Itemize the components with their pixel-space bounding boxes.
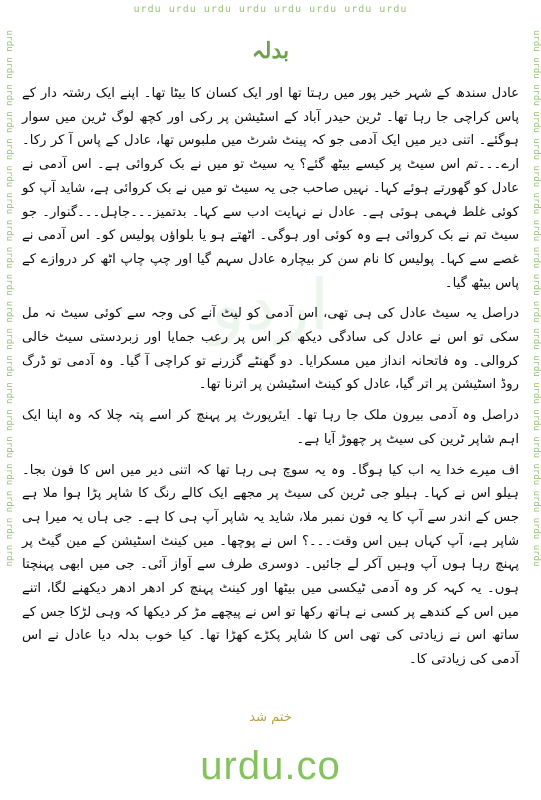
- story-paragraph: عادل سندھ کے شہر خیر پور میں رہتا تھا اور ایک کسان کا بیٹا تھا۔ اپنے ایک رشتہ دار کے پاس کراچی جا رہا تھا۔ ٹرین حیدر آباد کے اسٹیشن پر رکی اور کچھ لوگ ٹرین میں سوار ہوگئے۔ اتنی دیر میں ایک آدمی جو کہ پینٹ شرٹ میں ملبوس تھا، عادل کے پاس آ کر رکا۔ ارے۔۔۔تم اس سیٹ پر کیسے بیٹھ گئے؟ یہ سیٹ تو میں نے بک کروائی ہے۔ اس آدمی نے عادل کو گھورتے ہوئے کہا۔ نہیں صاحب جی یہ سیٹ تو میں نے بک کروائی ہے، شاید آپ کو کوئی غلط فہمی ہوئی ہے۔ عادل نے نہایت ادب سے کہا۔ بدتمیز۔۔۔جاہل۔۔۔گنوار۔ جو سیٹ تم نے بک کروائی ہے وہ کوئی اور ہوگی۔ اٹھتے ہو یا بلواؤں پولیس کو۔ اس آدمی نے غصے سے کہا۔ پولیس کا نام سن کر بیچارہ عادل سہم گیا اور چپ چاپ اٹھ کر دروازے کے پاس بیٹھ گیا۔: [22, 86, 519, 291]
- site-logo: urdu.co: [200, 744, 341, 788]
- story-paragraph: دراصل وہ آدمی بیرون ملک جا رہا تھا۔ ایئرپورٹ پر پہنچ کر اسے پتہ چلا کہ وہ اپنا ایک اہم شاپر ٹرین کی سیٹ پر چھوڑ آیا ہے۔: [22, 408, 519, 447]
- top-border-pattern: urdu urdu urdu urdu urdu urdu urdu urdu: [133, 4, 408, 15]
- end-note: ختم شد: [249, 710, 292, 725]
- left-border-pattern: urdu urdu urdu urdu urdu urdu urdu urdu urdu urdu urdu urdu urdu urdu urdu urdu urdu urdu urdu urdu: [4, 30, 14, 567]
- story-title: بدلہ: [251, 38, 290, 64]
- story-body: [22, 82, 519, 679]
- story-paragraph: دراصل یہ سیٹ عادل کی ہی تھی، اس آدمی کو لیٹ آنے کی وجہ سے کوئی سیٹ نہ مل سکی تو اس نے عادل کی سادگی دیکھ کر اس پر رعب جمایا اور زبردستی سیٹ خالی کروالی۔ وہ فاتحانہ انداز میں مسکرایا۔ دو گھنٹے گزرنے تو کراچی آ گیا۔ وہ آدمی تو ڈرگ روڈ اسٹیشن پر اتر گیا، عادل کو کینٹ اسٹیشن پر اترنا تھا۔: [22, 306, 519, 393]
- urdu-logo-watermark: اردو: [210, 264, 330, 346]
- right-border-pattern: urdu urdu urdu urdu urdu urdu urdu urdu urdu urdu urdu urdu urdu urdu urdu urdu urdu urdu urdu urdu: [531, 30, 541, 567]
- story-paragraph: اف میرے خدا یہ اب کیا ہوگا۔ وہ یہ سوچ ہی رہا تھا کہ اتنی دیر میں اس کا فون بجا۔ ہیلو اس نے کہا۔ ہیلو جی ٹرین کی سیٹ پر مجھے ایک کالے رنگ کا شاپر پڑا ہوا ملا ہے جس کے اندر سے آپ کا یہ فون نمبر ملا، شاید یہ شاپر آپ ہی کا ہے۔ جی ہاں یہ میرا ہی شاپر ہے، آپ کہاں ہیں اس وقت۔۔۔؟ اس نے پوچھا۔ میں کینٹ اسٹیشن کے مین گیٹ پر پہنچ رہا ہوں آپ وہیں آکر لے جائیں۔ دوسری طرف سے آواز آئی۔ جی میں ابھی پہنچتا ہوں۔ یہ کہہ کر وہ آدمی ٹیکسی میں بیٹھا اور کینٹ پہنچ کر ادھر ادھر دیکھنے لگا، اتنے میں اس کے کندھے پر کسی نے ہاتھ رکھا تو اس نے پیچھے مڑ کر دیکھا کہ وہی لڑکا جس کے ساتھ اس نے زیادتی کی تھی اس کا شاپر پکڑے کھڑا تھا۔ کیا خوب بدلہ دیا عادل نے اس آدمی کی زیادتی کا۔: [22, 462, 519, 668]
